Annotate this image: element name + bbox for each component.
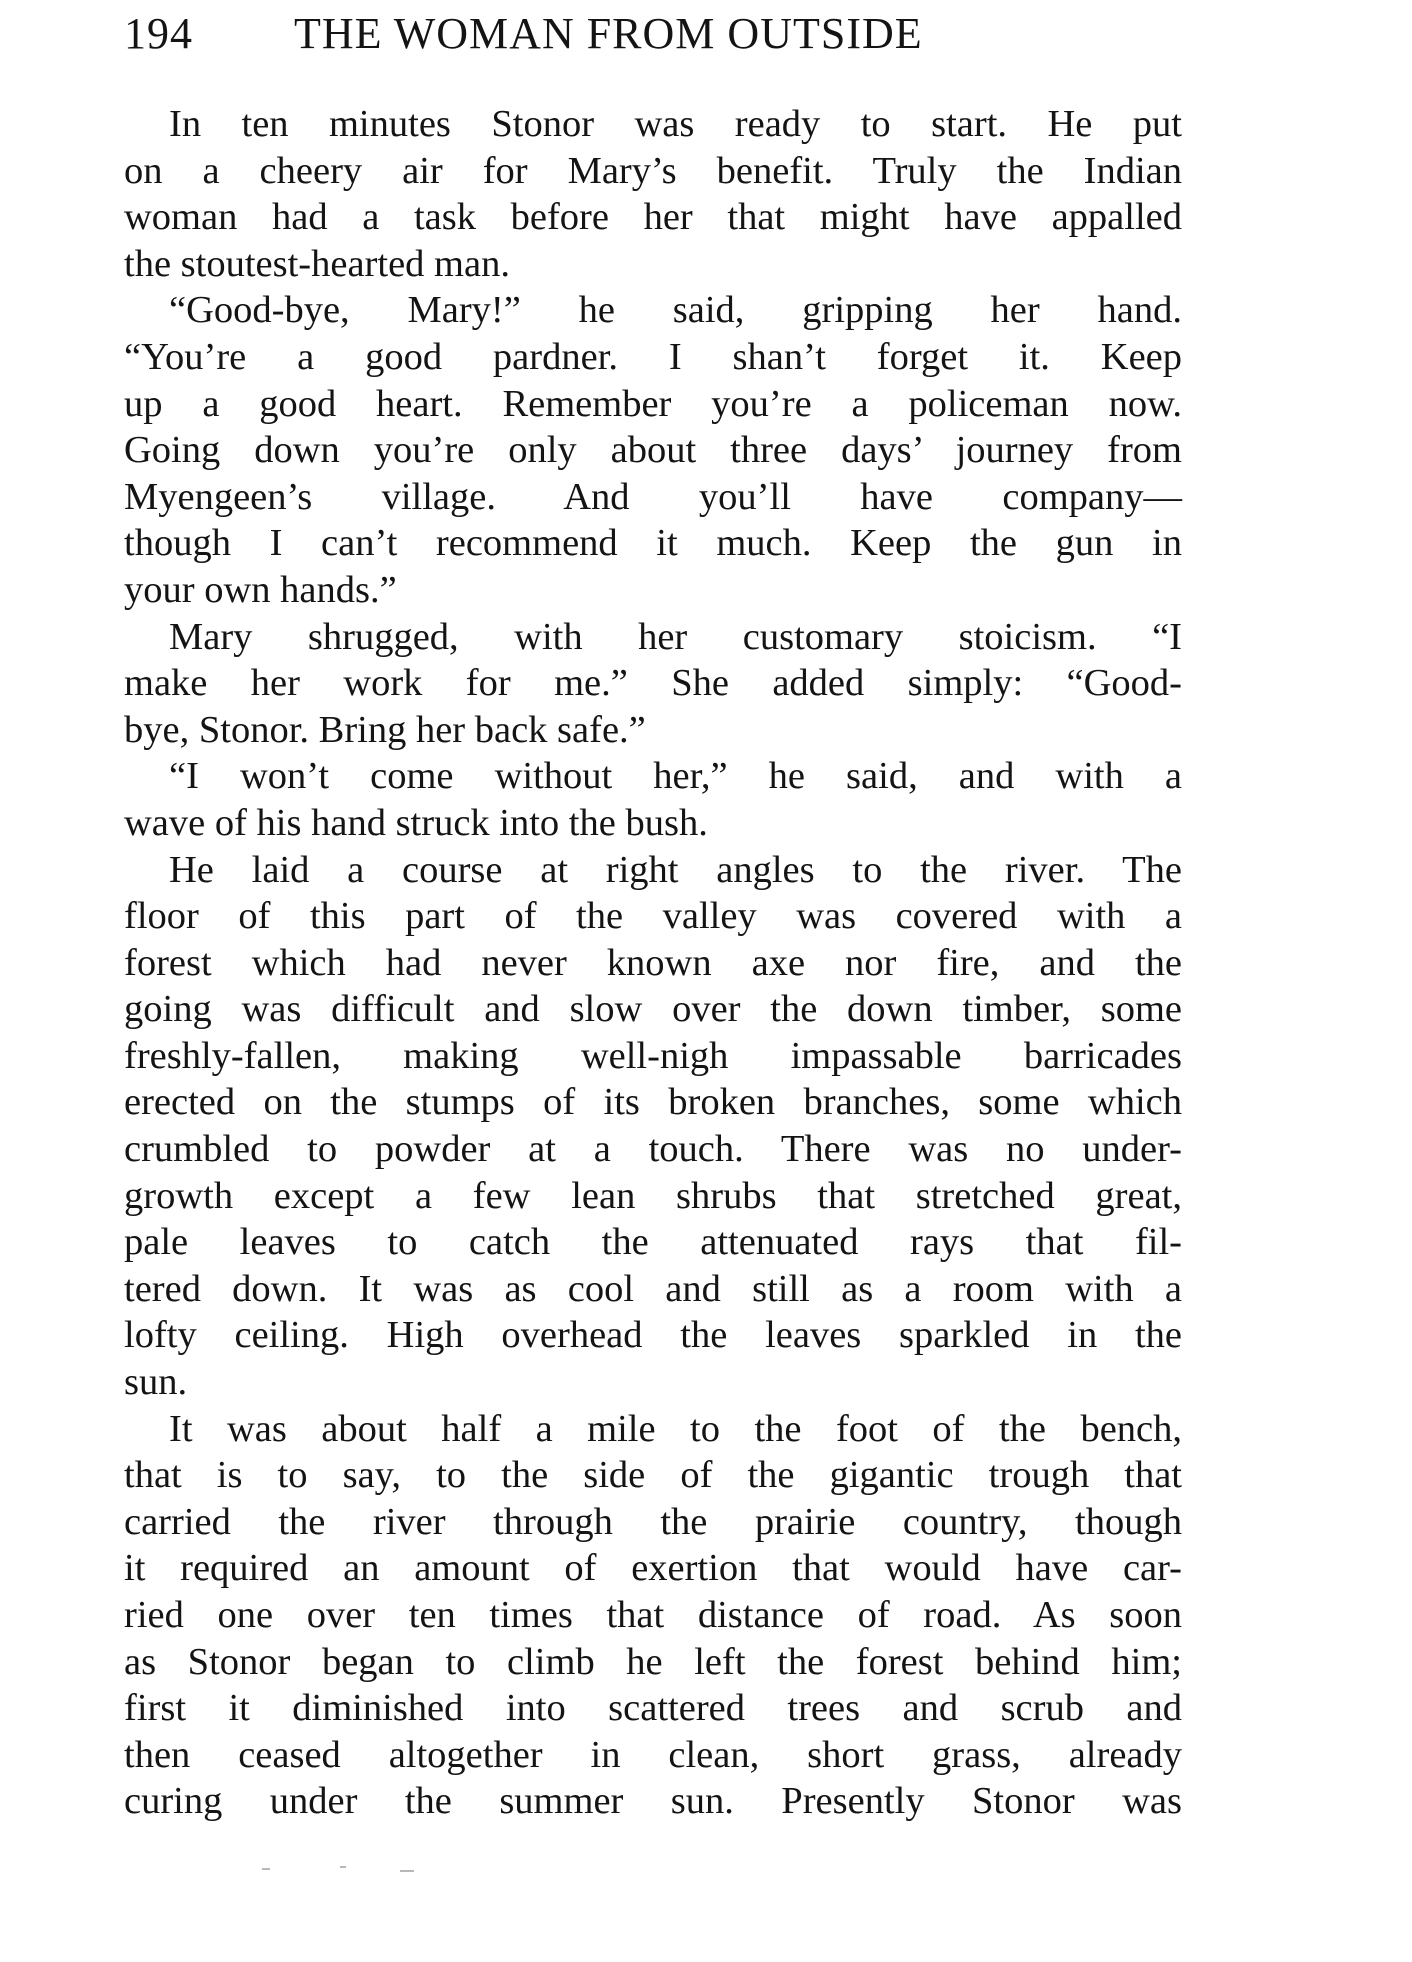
text-line: first it diminished into scattered trees and scrub and — [124, 1687, 1182, 1730]
text-line: bye, Stonor. Bring her back safe.” — [124, 708, 646, 751]
text-line: lofty ceiling. High overhead the leaves sparkled in the — [124, 1314, 1182, 1357]
text-line: make her work for me.” She added simply: “Good- — [124, 662, 1182, 705]
text-line: “You’re a good pardner. I shan’t forget it. Keep — [124, 335, 1182, 378]
running-head — [124, 4, 1184, 64]
text-line: tered down. It was as cool and still as a room with a — [124, 1267, 1182, 1310]
text-line: carried the river through the prairie country, though — [124, 1500, 1182, 1543]
text-line: growth except a few lean shrubs that stretched great, — [124, 1174, 1182, 1217]
body-text — [124, 101, 1182, 1825]
text-line: ried one over ten times that distance of road. As soon — [124, 1594, 1182, 1636]
text-line: on a cheery air for Mary’s benefit. Truly the Indian — [124, 149, 1182, 192]
text-line: the stoutest-hearted man. — [124, 242, 510, 285]
text-line: Going down you’re only about three days’ journey from — [124, 429, 1182, 472]
text-line: pale leaves to catch the attenuated rays that fil- — [124, 1221, 1182, 1264]
paragraph — [124, 614, 1182, 754]
text-line: In ten minutes Stonor was ready to start. He put — [169, 103, 1182, 145]
text-line: crumbled to powder at a touch. There was no under- — [124, 1128, 1182, 1171]
paragraph — [124, 1406, 1182, 1825]
print-speck — [262, 1868, 270, 1870]
paragraph — [124, 287, 1182, 613]
text-line: freshly-fallen, making well-nigh impassable barricades — [124, 1034, 1182, 1077]
text-line: curing under the summer sun. Presently Stonor was — [124, 1780, 1182, 1823]
text-line: He laid a course at right angles to the river. The — [169, 848, 1182, 891]
text-line: as Stonor began to climb he left the forest behind him; — [124, 1640, 1182, 1683]
text-line: your own hands.” — [124, 568, 397, 611]
text-line: forest which had never known axe nor fire, and the — [124, 941, 1182, 984]
text-line: then ceased altogether in clean, short grass, already — [124, 1733, 1182, 1776]
print-speck — [400, 1870, 414, 1872]
text-line: floor of this part of the valley was covered with a — [124, 895, 1182, 938]
running-title: THE WOMAN FROM OUTSIDE — [294, 9, 923, 58]
text-line: wave of his hand struck into the bush. — [124, 801, 708, 844]
paragraph — [124, 101, 1182, 287]
paragraph — [124, 753, 1182, 846]
text-line: that is to say, to the side of the gigantic trough that — [124, 1454, 1182, 1497]
text-line: woman had a task before her that might have appalled — [124, 196, 1182, 239]
text-line: erected on the stumps of its broken branches, some which — [124, 1081, 1182, 1124]
print-speck — [340, 1866, 346, 1868]
text-line: up a good heart. Remember you’re a policeman now. — [124, 382, 1182, 425]
text-line: going was difficult and slow over the down timber, some — [124, 988, 1182, 1031]
paragraph — [124, 847, 1182, 1406]
text-line: it required an amount of exertion that would have car- — [124, 1547, 1182, 1590]
text-line: Myengeen’s village. And you’ll have company— — [124, 475, 1182, 518]
page-number: 194 — [124, 9, 193, 58]
text-line: sun. — [124, 1361, 188, 1404]
text-line: “Good-bye, Mary!” he said, gripping her hand. — [169, 289, 1182, 332]
text-line: though I can’t recommend it much. Keep the gun in — [124, 522, 1182, 565]
text-line: “I won’t come without her,” he said, and with a — [169, 755, 1182, 798]
text-line: It was about half a mile to the foot of the bench, — [169, 1407, 1182, 1450]
text-line: Mary shrugged, with her customary stoicism. “I — [169, 615, 1182, 658]
